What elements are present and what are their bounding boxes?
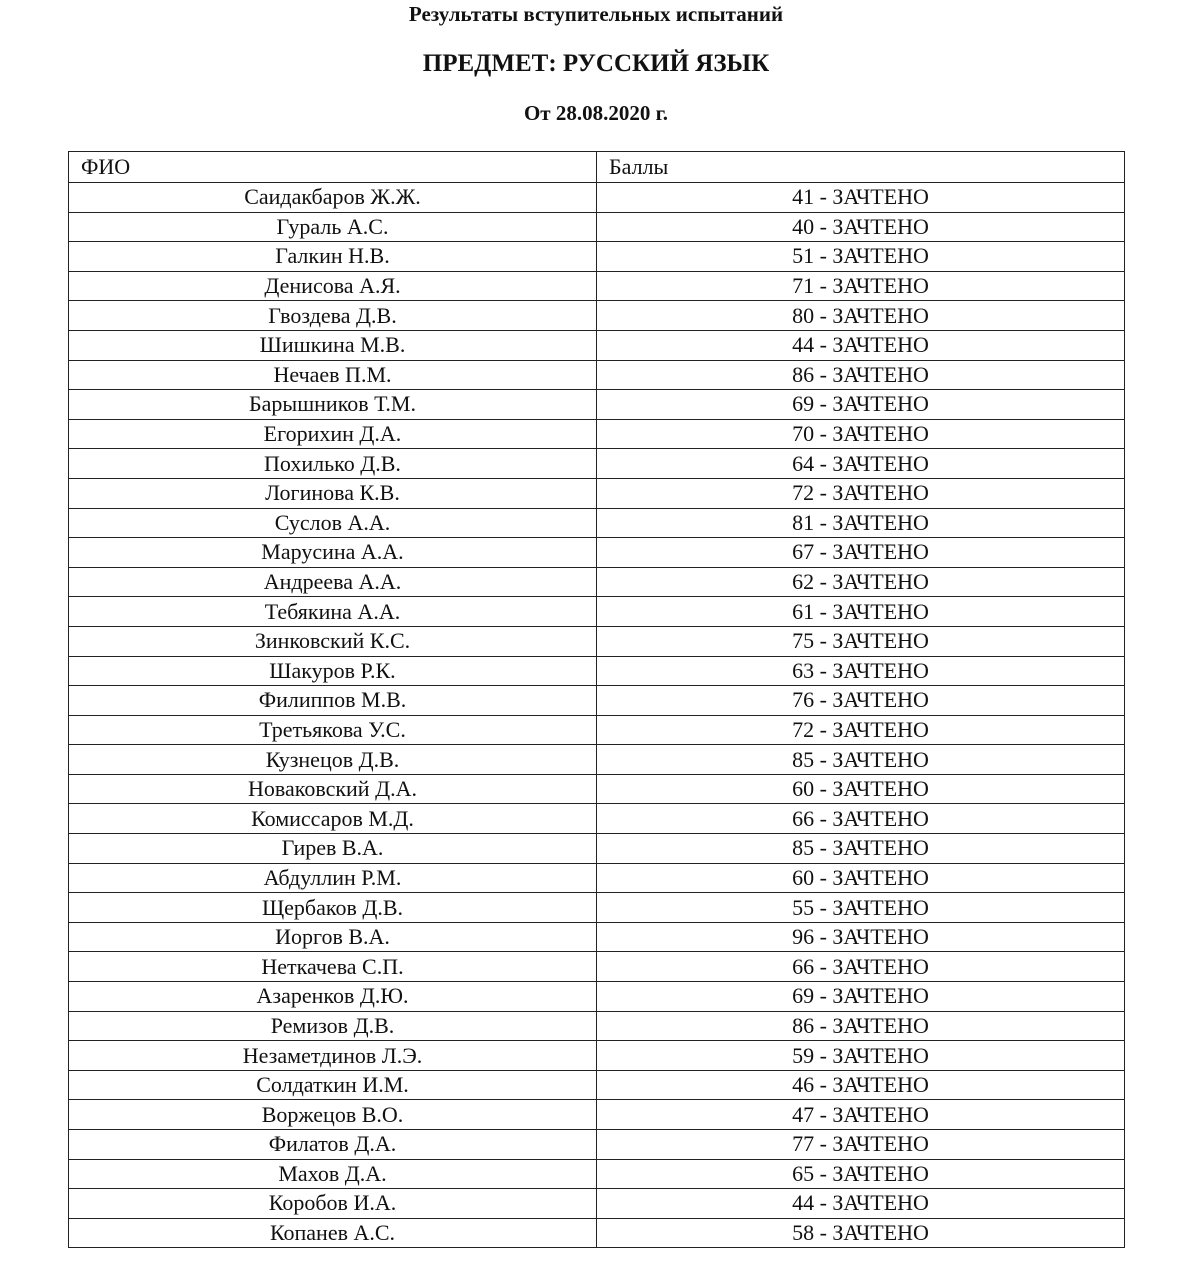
score-cell: 72 - ЗАЧТЕНО: [597, 715, 1125, 745]
student-name-cell: Копанев А.С.: [69, 1218, 597, 1248]
score-cell: 85 - ЗАЧТЕНО: [597, 745, 1125, 775]
table-row: [69, 449, 1125, 479]
table-row: [69, 1011, 1125, 1041]
student-name-cell: Гвоздева Д.В.: [69, 301, 597, 331]
student-name-cell: Тебякина А.А.: [69, 597, 597, 627]
table-row: [69, 686, 1125, 716]
student-name-cell: Барышников Т.М.: [69, 390, 597, 420]
score-cell: 66 - ЗАЧТЕНО: [597, 804, 1125, 834]
table-row: [69, 1189, 1125, 1219]
student-name-cell: Андреева А.А.: [69, 567, 597, 597]
table-row: [69, 508, 1125, 538]
table-row: [69, 804, 1125, 834]
table-header-row: [69, 152, 1125, 183]
score-cell: 80 - ЗАЧТЕНО: [597, 301, 1125, 331]
student-name-cell: Новаковский Д.А.: [69, 774, 597, 804]
score-cell: 58 - ЗАЧТЕНО: [597, 1218, 1125, 1248]
score-cell: 41 - ЗАЧТЕНО: [597, 183, 1125, 213]
document-title: Результаты вступительных испытаний: [408, 2, 784, 26]
student-name-cell: Третьякова У.С.: [69, 715, 597, 745]
score-cell: 70 - ЗАЧТЕНО: [597, 419, 1125, 449]
score-cell: 62 - ЗАЧТЕНО: [597, 567, 1125, 597]
table-row: [69, 330, 1125, 360]
score-cell: 66 - ЗАЧТЕНО: [597, 952, 1125, 982]
student-name-cell: Иоргов В.А.: [69, 922, 597, 952]
student-name-cell: Шишкина М.В.: [69, 330, 597, 360]
table-row: [69, 360, 1125, 390]
score-cell: 60 - ЗАЧТЕНО: [597, 774, 1125, 804]
student-name-cell: Марусина А.А.: [69, 538, 597, 568]
student-name-cell: Щербаков Д.В.: [69, 893, 597, 923]
student-name-cell: Комиссаров М.Д.: [69, 804, 597, 834]
student-name-cell: Коробов И.А.: [69, 1189, 597, 1219]
student-name-cell: Азаренков Д.Ю.: [69, 982, 597, 1012]
score-cell: 51 - ЗАЧТЕНО: [597, 242, 1125, 272]
table-row: [69, 242, 1125, 272]
student-name-cell: Ремизов Д.В.: [69, 1011, 597, 1041]
table-row: [69, 538, 1125, 568]
score-cell: 67 - ЗАЧТЕНО: [597, 538, 1125, 568]
score-cell: 46 - ЗАЧТЕНО: [597, 1070, 1125, 1100]
document-subject: ПРЕДМЕТ: РУССКИЙ ЯЗЫК: [422, 50, 770, 77]
student-name-cell: Денисова А.Я.: [69, 271, 597, 301]
student-name-cell: Незаметдинов Л.Э.: [69, 1041, 597, 1071]
table-row: [69, 390, 1125, 420]
student-name-cell: Похилько Д.В.: [69, 449, 597, 479]
table-row: [69, 478, 1125, 508]
student-name-cell: Солдаткин И.М.: [69, 1070, 597, 1100]
score-cell: 63 - ЗАЧТЕНО: [597, 656, 1125, 686]
student-name-cell: Неткачева С.П.: [69, 952, 597, 982]
table-row: [69, 271, 1125, 301]
score-cell: 65 - ЗАЧТЕНО: [597, 1159, 1125, 1189]
table-row: [69, 1159, 1125, 1189]
score-cell: 77 - ЗАЧТЕНО: [597, 1130, 1125, 1160]
table-row: [69, 301, 1125, 331]
table-row: [69, 982, 1125, 1012]
score-cell: 75 - ЗАЧТЕНО: [597, 626, 1125, 656]
results-table: [68, 151, 1125, 1248]
table-row: [69, 626, 1125, 656]
column-header-name: ФИО: [69, 152, 597, 183]
score-cell: 64 - ЗАЧТЕНО: [597, 449, 1125, 479]
student-name-cell: Абдуллин Р.М.: [69, 863, 597, 893]
score-cell: 81 - ЗАЧТЕНО: [597, 508, 1125, 538]
table-row: [69, 656, 1125, 686]
student-name-cell: Кузнецов Д.В.: [69, 745, 597, 775]
table-row: [69, 893, 1125, 923]
table-row: [69, 1218, 1125, 1248]
student-name-cell: Егорихин Д.А.: [69, 419, 597, 449]
student-name-cell: Зинковский К.С.: [69, 626, 597, 656]
score-cell: 59 - ЗАЧТЕНО: [597, 1041, 1125, 1071]
student-name-cell: Нечаев П.М.: [69, 360, 597, 390]
score-cell: 71 - ЗАЧТЕНО: [597, 271, 1125, 301]
column-header-score: Баллы: [597, 152, 1125, 183]
score-cell: 69 - ЗАЧТЕНО: [597, 982, 1125, 1012]
table-row: [69, 212, 1125, 242]
score-cell: 85 - ЗАЧТЕНО: [597, 834, 1125, 864]
score-cell: 60 - ЗАЧТЕНО: [597, 863, 1125, 893]
student-name-cell: Гирев В.А.: [69, 834, 597, 864]
score-cell: 47 - ЗАЧТЕНО: [597, 1100, 1125, 1130]
score-cell: 40 - ЗАЧТЕНО: [597, 212, 1125, 242]
table-row: [69, 1041, 1125, 1071]
score-cell: 72 - ЗАЧТЕНО: [597, 478, 1125, 508]
table-row: [69, 922, 1125, 952]
score-cell: 55 - ЗАЧТЕНО: [597, 893, 1125, 923]
score-cell: 44 - ЗАЧТЕНО: [597, 1189, 1125, 1219]
student-name-cell: Суслов А.А.: [69, 508, 597, 538]
score-cell: 86 - ЗАЧТЕНО: [597, 360, 1125, 390]
score-cell: 86 - ЗАЧТЕНО: [597, 1011, 1125, 1041]
student-name-cell: Галкин Н.В.: [69, 242, 597, 272]
table-row: [69, 1100, 1125, 1130]
score-cell: 44 - ЗАЧТЕНО: [597, 330, 1125, 360]
score-cell: 76 - ЗАЧТЕНО: [597, 686, 1125, 716]
table-row: [69, 745, 1125, 775]
table-row: [69, 597, 1125, 627]
score-cell: 69 - ЗАЧТЕНО: [597, 390, 1125, 420]
table-row: [69, 1070, 1125, 1100]
table-row: [69, 419, 1125, 449]
student-name-cell: Логинова К.В.: [69, 478, 597, 508]
table-row: [69, 567, 1125, 597]
student-name-cell: Махов Д.А.: [69, 1159, 597, 1189]
table-row: [69, 183, 1125, 213]
table-row: [69, 863, 1125, 893]
results-table-body: [69, 183, 1125, 1248]
student-name-cell: Филатов Д.А.: [69, 1130, 597, 1160]
table-row: [69, 834, 1125, 864]
student-name-cell: Воржецов В.О.: [69, 1100, 597, 1130]
score-cell: 61 - ЗАЧТЕНО: [597, 597, 1125, 627]
student-name-cell: Шакуров Р.К.: [69, 656, 597, 686]
table-row: [69, 715, 1125, 745]
document-date: От 28.08.2020 г.: [523, 101, 669, 125]
student-name-cell: Гураль А.С.: [69, 212, 597, 242]
table-row: [69, 952, 1125, 982]
student-name-cell: Саидакбаров Ж.Ж.: [69, 183, 597, 213]
table-row: [69, 1130, 1125, 1160]
score-cell: 96 - ЗАЧТЕНО: [597, 922, 1125, 952]
student-name-cell: Филиппов М.В.: [69, 686, 597, 716]
table-row: [69, 774, 1125, 804]
